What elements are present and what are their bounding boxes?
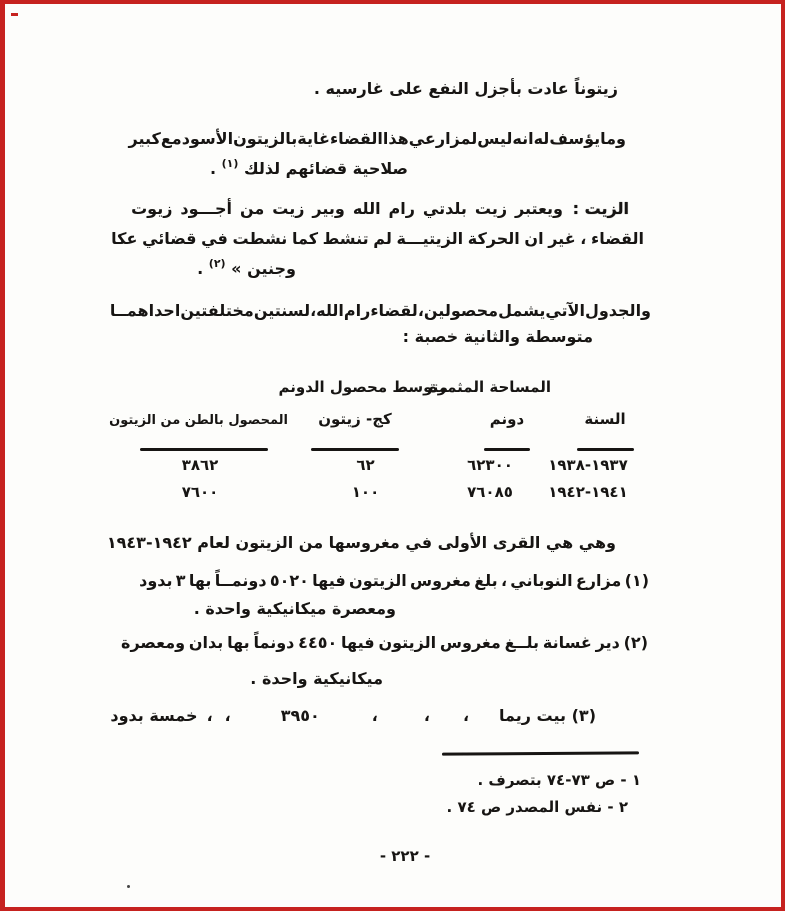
paragraph-3-line-3 — [197, 258, 296, 280]
notes-intro: وهي هي القرى الأولى في مغروسها من الزيتون لعام ١٩٤٢-١٩٤٣ — [106, 533, 616, 552]
underline-year — [577, 448, 634, 451]
table-row1-year: ١٩٣٧-١٩٣٨ — [548, 456, 628, 474]
paragraph-4-line-1: والجدول الآتي يشمل محصولين ، لقضاء رام الله ، لسنتين مختلفتين احداهمــا — [109, 301, 651, 320]
table-col-dunum: دونم — [489, 410, 525, 428]
paragraph-2-period: . — [209, 159, 217, 178]
paragraph-3-period: . — [197, 259, 204, 278]
table-row1-kg: ٦٢ — [356, 456, 375, 474]
footnote-ref-1: (١) — [221, 157, 239, 170]
footnote-1: ١ - ص ٧٣-٧٤ بتصرف . — [477, 771, 641, 789]
note-3-label: (٣) بيت ريما — [499, 706, 596, 725]
table-row2-year: ١٩٤١-١٩٤٢ — [548, 483, 628, 501]
paragraph-4-line-2: متوسطة والثانية خصبة : — [402, 327, 593, 346]
note-1-line-1: (١) مزارع النوباني ، بلغ مغروس الزيتون فيها ٥٠٢٠ دونمــاً بها ٣ بدود — [139, 571, 649, 590]
note-3-line — [110, 706, 596, 725]
table-col-year: السنة — [584, 410, 626, 428]
table-group-header-area: المساحة المثمرة — [428, 378, 551, 396]
underline-tons — [140, 448, 268, 451]
ditto-mark: ، — [206, 706, 213, 725]
paragraph-2-line-1: وما يؤسف له انه ليس لمزارعي هذا القضاء غاية بالزيتون الأسود مع كبير — [128, 129, 626, 148]
underline-kg — [311, 448, 399, 451]
ditto-mark: ، — [423, 706, 430, 725]
paragraph-3-lead: الزيت : — [572, 199, 629, 218]
table-col-kg-olives: كج- زيتون — [318, 410, 392, 428]
table-row1-area: ٦٢٣٠٠ — [467, 456, 513, 474]
ditto-mark: ، — [371, 706, 378, 725]
paragraph-2-line-2 — [210, 158, 408, 180]
underline-dunum — [484, 448, 530, 451]
paragraph-3-line-3-text: وجنين » — [231, 259, 296, 278]
note-2-line-1: (٢) دير غسانة بلــغ مغروس الزيتون فيها ٤٤٥٠ دونماً بها بدان ومعصرة — [121, 633, 648, 652]
page-number: - ٢٢٢ - — [379, 847, 431, 865]
paragraph-3-line-2: القضاء ، غير ان الحركة الزيتيـــة لم تنشط كما نشطت في قضائي عكا — [111, 229, 644, 248]
note-3-value: ٣٩٥٠ — [280, 706, 320, 725]
table-group-header-avg-yield: متوسط محصول الدونم — [278, 378, 448, 396]
paragraph-3-line-1: ويعتبر زيت بلدتي رام الله وبير زيت من أجـــود زيوت — [131, 199, 563, 218]
table-row1-tons: ٣٨٦٢ — [181, 456, 219, 474]
scan-artifact-dot — [127, 885, 130, 888]
note-1-line-2: ومعصرة ميكانيكية واحدة . — [193, 599, 396, 618]
note-3-tail: خمسة بدود — [110, 706, 198, 725]
footnote-separator — [442, 751, 639, 755]
note-2-line-2: ميكانيكية واحدة . — [250, 669, 383, 688]
footnote-2: ٢ - نفس المصدر ص ٧٤ . — [446, 798, 628, 816]
paragraph-1: زيتوناً عادت بأجزل النفع على غارسيه . — [313, 79, 618, 98]
table-col-tons-yield: المحصول بالطن من الزيتون — [109, 413, 288, 428]
footnote-ref-2: (٢) — [208, 257, 226, 270]
ditto-mark: ، — [462, 706, 470, 725]
table-row2-tons: ٧٦٠٠ — [181, 483, 219, 501]
paragraph-2-line-2-text: صلاحية قضائهم لذلك — [243, 159, 408, 178]
table-row2-kg: ١٠٠ — [351, 483, 380, 501]
ditto-mark: ، — [224, 706, 231, 725]
table-row2-area: ٧٦٠٨٥ — [467, 483, 513, 501]
scan-artifact-red — [11, 13, 18, 16]
